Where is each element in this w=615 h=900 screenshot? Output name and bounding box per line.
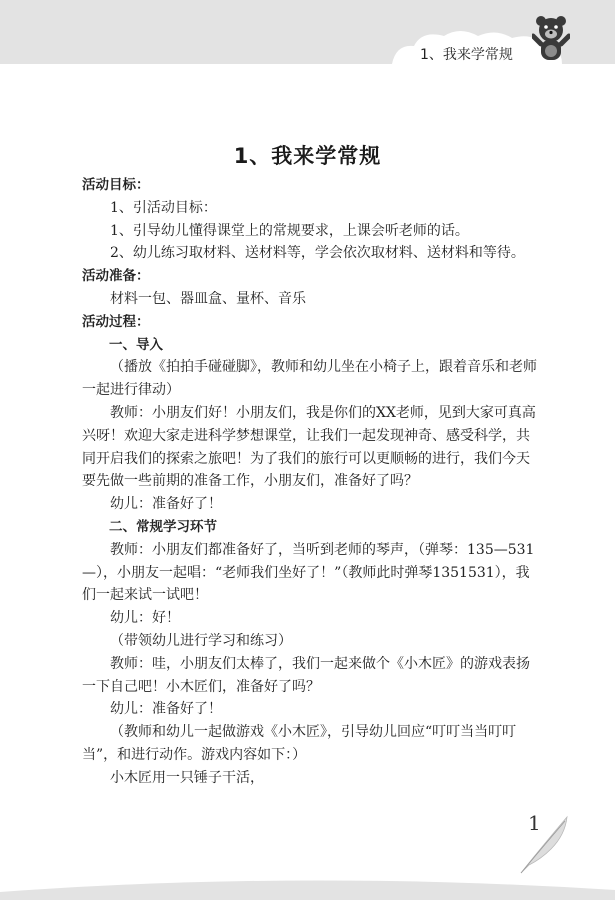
page-number: 1 [528,811,541,835]
routine-paragraph: （带领幼儿进行学习和练习） [110,632,292,649]
routine-paragraph: 教师：哇，小朋友们太棒了，我们一起来做个《小木匠》的游戏表扬一下自己吧！小木匠们，准备好了吗？ [82,655,530,695]
intro-heading: 一、导入 [109,336,163,353]
goal-line: 2、幼儿练习取材料、送材料等，学会依次取材料、送材料和等待。 [110,245,525,262]
running-header-title: 1、我来学常规 [420,47,513,63]
document-body [82,174,542,790]
goal-line: 1、引活动目标： [110,199,217,216]
intro-paragraph: 教师：小朋友们好！小朋友们，我是你们的XX老师，见到大家可真高兴呀！欢迎大家走进科学梦想课堂，让我们一起发现神奇、感受科学，共同开启我们的探索之旅吧！为了我们的旅行可以更顺畅的进行，我们今天要先做一些前期的准备工作，小朋友们，准备好了吗？ [82,404,536,490]
routine-paragraph: 小木匠用一只锤子干活， [110,769,264,786]
process-heading: 活动过程： [82,313,150,330]
page-title: 1、我来学常规 [233,144,382,168]
prep-heading: 活动准备： [82,268,150,285]
prep-line: 材料一包、器皿盒、量杯、音乐 [110,290,306,307]
routine-paragraph: 教师：小朋友们都准备好了，当听到老师的琴声，（弹琴：135—531—），小朋友一起唱：“老师我们坐好了！”（教师此时弹琴1351531），我们一起来试一试吧！ [82,541,535,604]
goals-heading: 活动目标： [82,177,150,193]
intro-paragraph: 幼儿：准备好了！ [110,496,222,513]
intro-paragraph: （播放《拍拍手碰碰脚》，教师和幼儿坐在小椅子上，跟着音乐和老师一起进行律动） [82,359,537,399]
routine-paragraph: （教师和幼儿一起做游戏《小木匠》，引导幼儿回应“叮叮当当叮叮当”，和进行动作。游戏内容如下：） [82,724,517,763]
feather-icon [515,815,571,875]
routine-paragraph: 幼儿：准备好了！ [110,701,222,718]
routine-paragraph: 幼儿：好！ [110,610,180,627]
footer-band [0,876,615,900]
goal-line: 1、引导幼儿懂得课堂上的常规要求，上课会听老师的话。 [110,222,469,239]
bear-icon [532,14,570,64]
routine-heading: 二、常规学习环节 [109,518,217,535]
